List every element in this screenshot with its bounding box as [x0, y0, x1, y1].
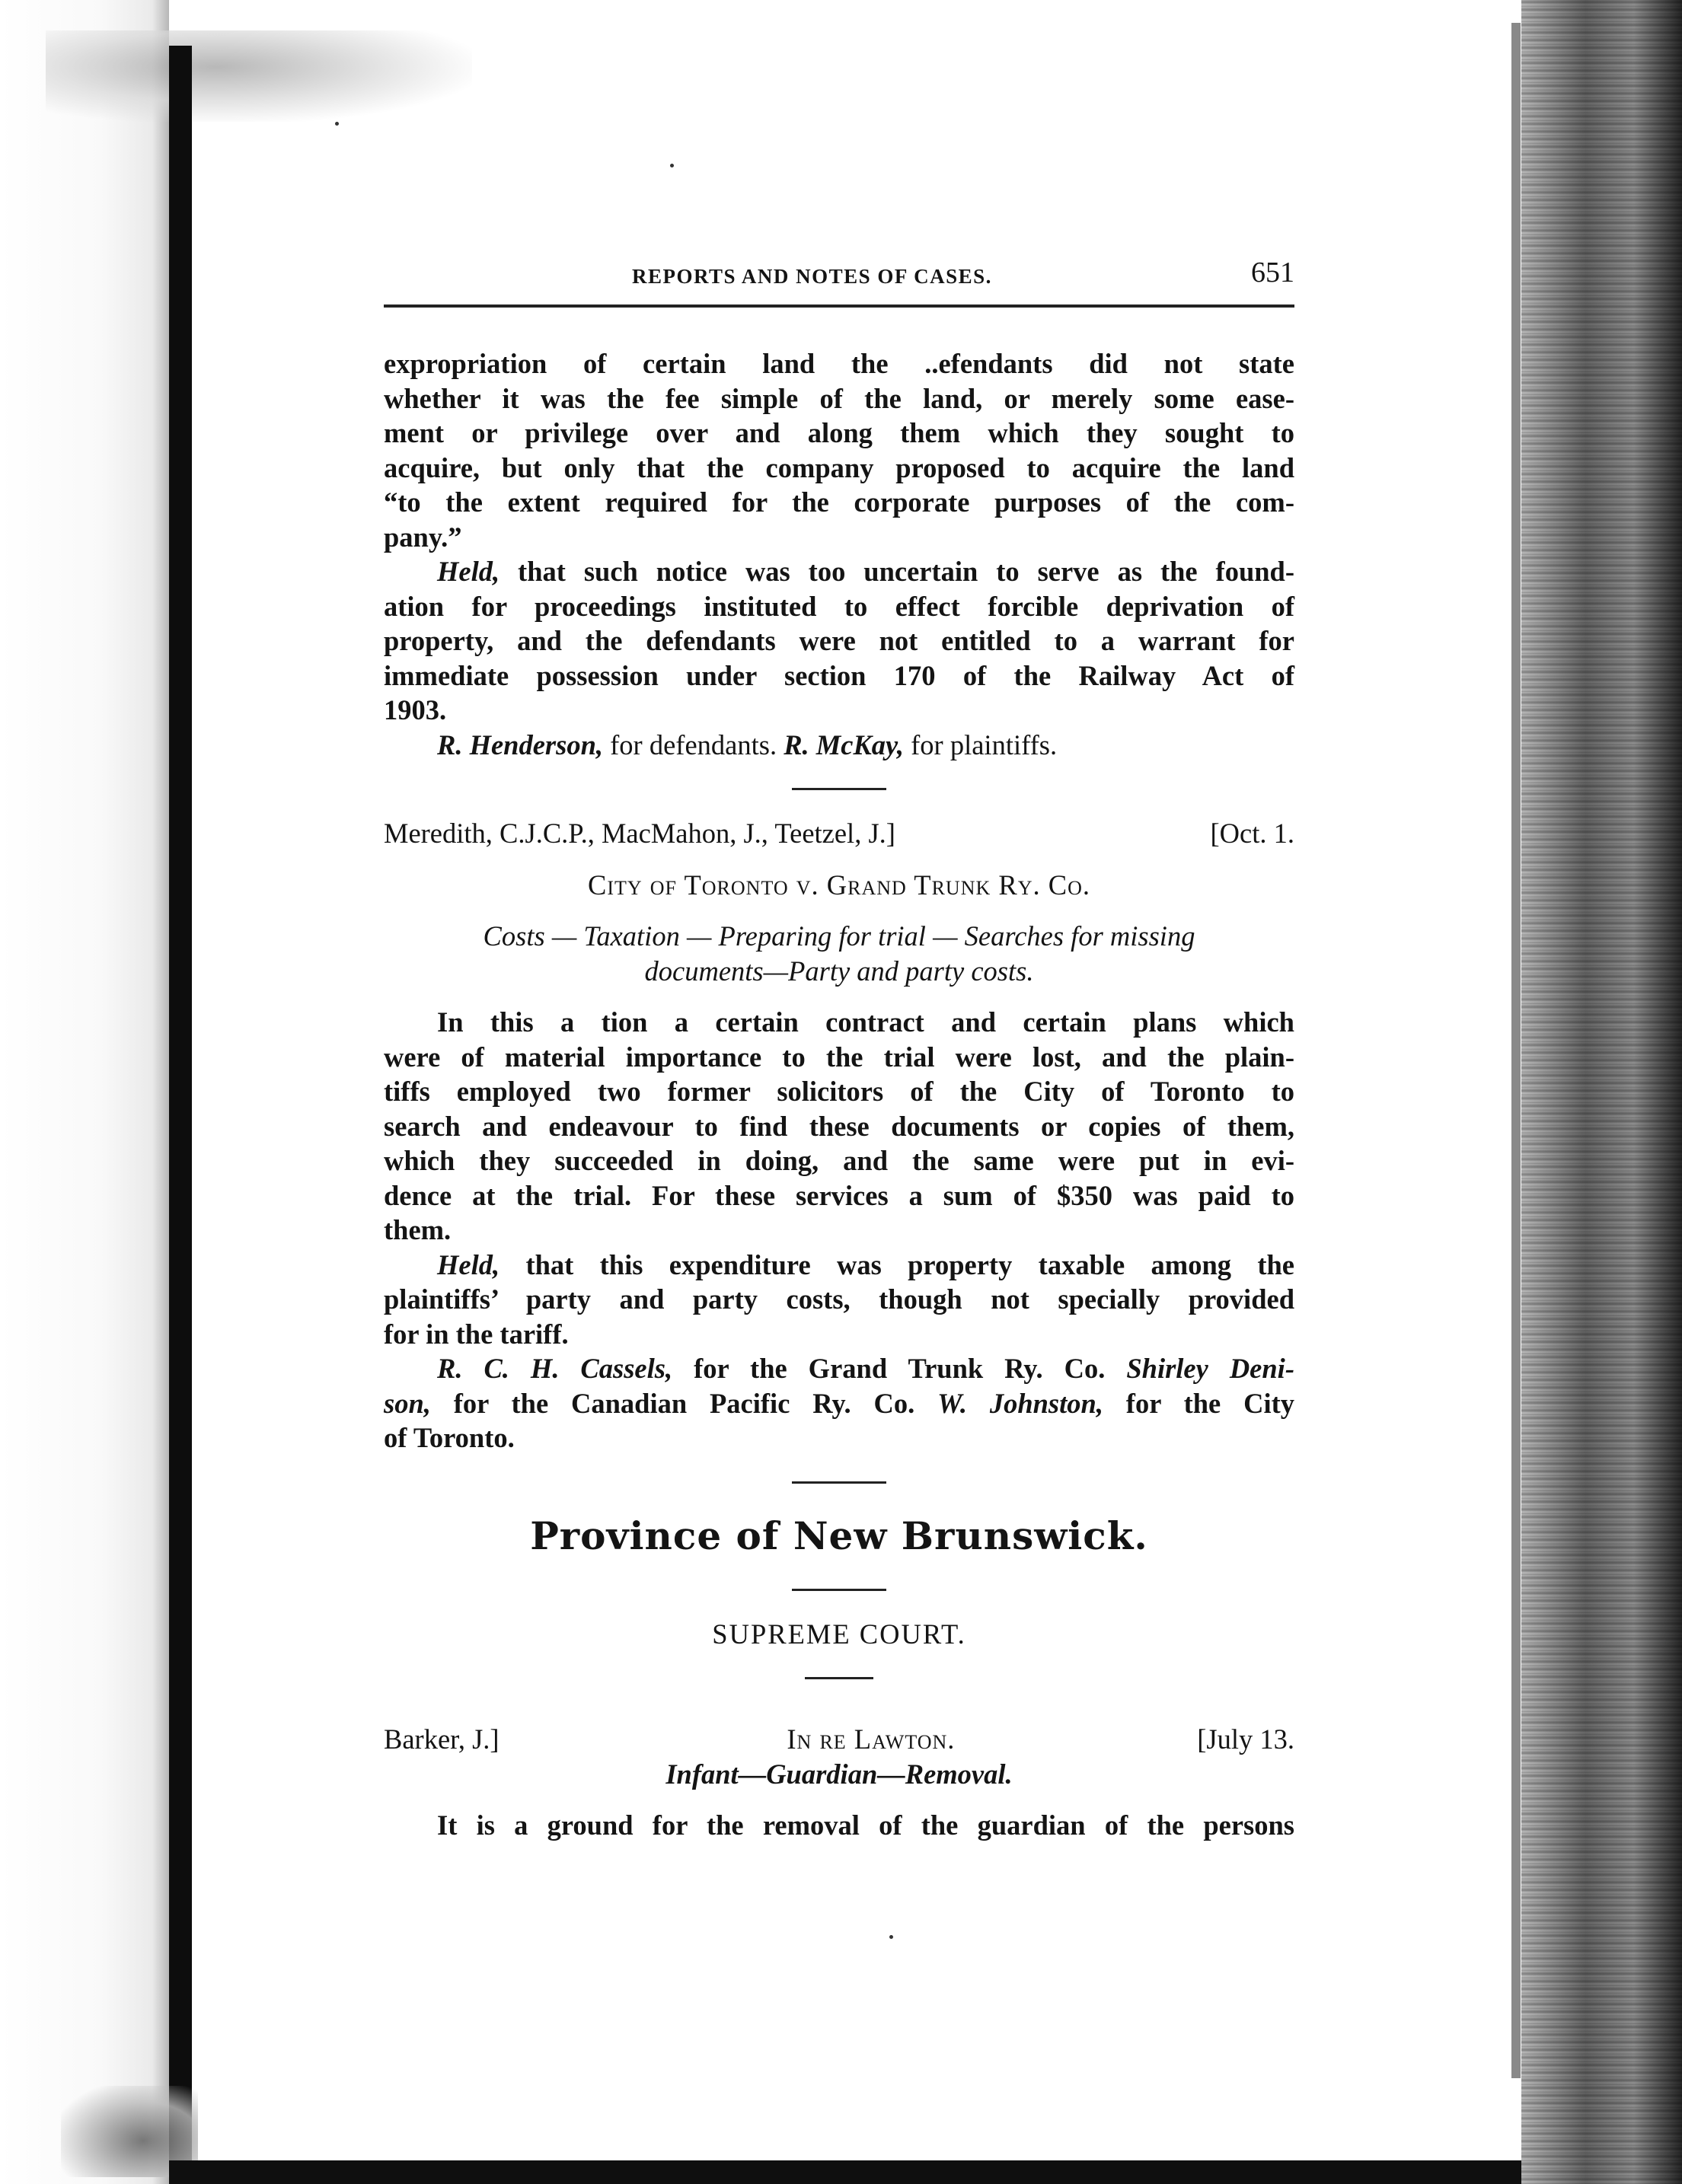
case-title: In re Lawton. [787, 1723, 956, 1755]
text-line: search and endeavour to find these documents or copies of them, [384, 1110, 1294, 1142]
counsel-line [384, 1351, 1294, 1386]
decision-date: [July 13. [1197, 1723, 1294, 1755]
text-line: 1903. [384, 694, 447, 725]
scan-speck [889, 1935, 893, 1939]
text-line: for in the tariff. [384, 1318, 569, 1350]
held-word: Held, [437, 1248, 500, 1280]
scan-edge-bottom [169, 2160, 1521, 2184]
body-text [384, 346, 1294, 1843]
counsel-name: Shirley Deni- [1126, 1353, 1294, 1384]
counsel-role: for plaintiffs. [904, 729, 1058, 760]
text-line: expropriation of certain land the ..efendants did not state [384, 348, 1294, 379]
headnote-line: Costs — Taxation — Preparing for trial — Searches for missing [483, 920, 1195, 952]
header-rule [384, 304, 1294, 308]
running-title: REPORTS AND NOTES OF CASES. [632, 265, 992, 288]
counsel-line [384, 728, 1294, 763]
counsel-role: for the Grand Trunk Ry. Co. [672, 1353, 1127, 1384]
counsel-role: for defendants. [603, 729, 784, 760]
headnote-line: documents—Party and party costs. [644, 955, 1034, 987]
counsel-name: R. Henderson, [437, 729, 604, 760]
text-line: of Toronto. [384, 1422, 515, 1453]
binding-shadow [0, 0, 169, 2184]
case-header-row [384, 1722, 1294, 1757]
counsel-role: for the City [1103, 1387, 1294, 1419]
held-text: that this expenditure was property taxable among the [499, 1248, 1294, 1280]
text-line: property, and the defendants were not entitled to a warrant for [384, 625, 1294, 656]
counsel-line [384, 1386, 1294, 1421]
text-line: tiffs employed two former solicitors of the City of Toronto to [384, 1076, 1294, 1107]
case-header-row [384, 816, 1294, 851]
text-line: ation for proceedings instituted to effect forcible deprivation of [384, 590, 1294, 622]
text-line: immediate possession under section 170 of the Railway Act of [384, 659, 1294, 691]
page-number: 651 [1251, 257, 1294, 289]
decision-date: [Oct. 1. [1210, 818, 1294, 849]
running-head [384, 251, 1294, 294]
page-edge-line [1511, 23, 1521, 2078]
scan-speck [670, 164, 674, 167]
court-heading: SUPREME COURT. [712, 1618, 966, 1650]
text-line: acquire, but only that the company proposed to acquire the land [384, 451, 1294, 483]
text-line: were of material importance to the trial were lost, and the plain- [384, 1041, 1294, 1073]
text-line: ment or privilege over and along them which they sought to [384, 417, 1294, 448]
judges: Barker, J.] [384, 1723, 499, 1755]
case-title: City of Toronto v. Grand Trunk Ry. Co. [587, 869, 1090, 901]
scan-speck [335, 122, 339, 126]
page-edge-right [1521, 0, 1682, 2184]
held-word: Held, [437, 556, 500, 587]
counsel-name: R. McKay, [784, 729, 905, 760]
text-line: which they succeeded in doing, and the same were put in evi- [384, 1145, 1294, 1176]
counsel-name: R. C. H. Cassels, [437, 1353, 673, 1384]
text-line: pany.” [384, 521, 462, 553]
text-line: plaintiffs’ party and party costs, though not specially provided [384, 1283, 1294, 1315]
text-line: It is a ground for the removal of the guardian of the persons [437, 1809, 1294, 1841]
text-line: In this a tion a certain contract and certain plans which [437, 1006, 1294, 1038]
counsel-role: for the Canadian Pacific Ry. Co. [430, 1387, 938, 1419]
held-line [384, 1248, 1294, 1283]
text-line: dence at the trial. For these services a sum of $350 was paid to [384, 1179, 1294, 1211]
province-heading: Province of New Brunswick. [530, 1513, 1148, 1558]
text-line: whether it was the fee simple of the land, or merely some ease- [384, 382, 1294, 414]
held-line [384, 554, 1294, 589]
held-text: that such notice was too uncertain to serve as the found- [499, 556, 1294, 587]
judges: Meredith, C.J.C.P., MacMahon, J., Teetzel, J.] [384, 818, 895, 849]
counsel-name: W. Johnston, [937, 1387, 1103, 1419]
counsel-name: son, [384, 1387, 431, 1419]
headnote-line: Infant—Guardian—Removal. [665, 1758, 1013, 1790]
scan-smudge-top [46, 30, 472, 122]
text-line: them. [384, 1214, 452, 1245]
text-line: “to the extent required for the corporate purposes of the com- [384, 486, 1294, 518]
binding-edge-left [169, 46, 192, 2184]
